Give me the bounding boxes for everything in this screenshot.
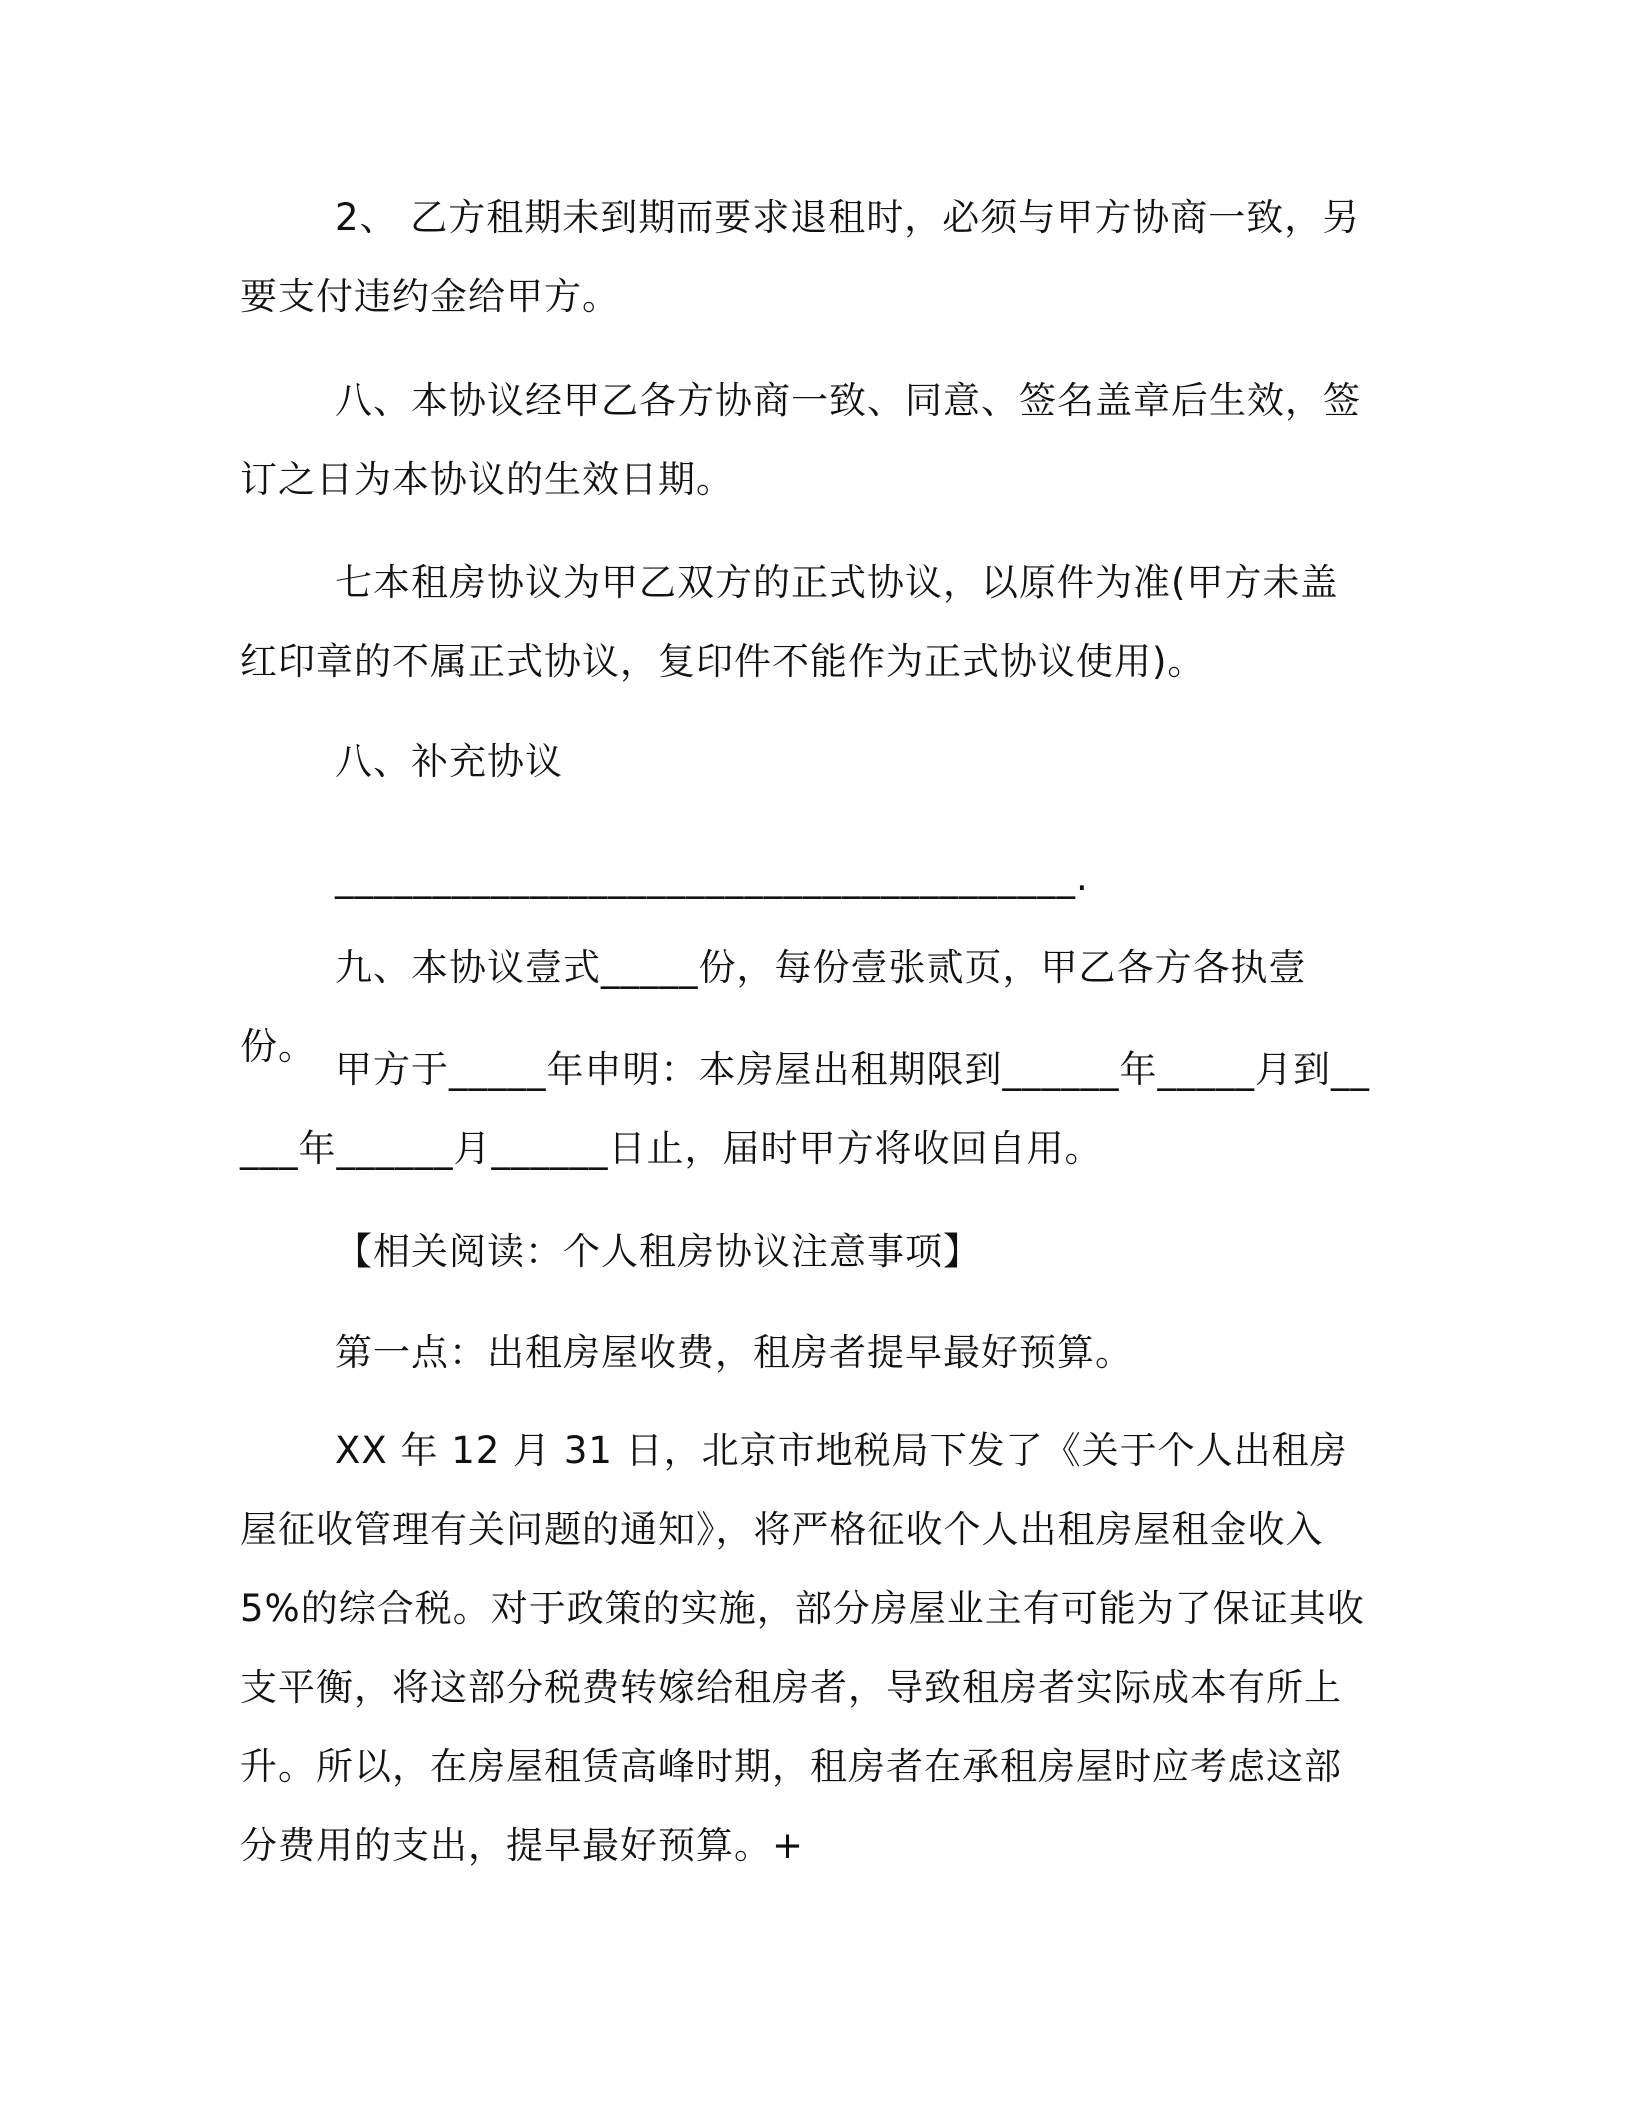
paragraph-supplement-blank: ______________________________________.: [335, 856, 1089, 899]
paragraph-original-copy: 七本租房协议为甲乙双方的正式协议，以原件为准(甲方未盖红印章的不属正式协议，复印件不能作为正式协议使用)。: [240, 561, 1339, 683]
paragraph-related-reading: 【相关阅读：个人租房协议注意事项】: [335, 1230, 981, 1273]
paragraph-supplement-heading: 八、补充协议: [335, 740, 563, 783]
paragraph-tax-notice: XX 年 12 月 31 日，北京市地税局下发了《关于个人出租房屋征收管理有关问题的通知》，将严格征收个人出租房屋租金收入 5%的综合税。对于政策的实施，部分房屋业主有可能为了保证其收支平衡，将这部分税费转嫁给租房者，导致租房者实际成本有所上升。所以，在房屋租赁高峰时期，租房者在承租房屋时应考虑这部分费用的支出，提早最好预算。+: [240, 1429, 1365, 1867]
paragraph-early-termination: 2、 乙方租期未到期而要求退租时，必须与甲方协商一致，另要支付违约金给甲方。: [240, 196, 1361, 318]
paragraph-point-one: 第一点：出租房屋收费，租房者提早最好预算。: [335, 1331, 1133, 1374]
paragraph-copies: 九、本协议壹式_____份，每份壹张贰页，甲乙各方各执壹份。: [240, 946, 1307, 1068]
paragraph-effective-date: 八、本协议经甲乙各方协商一致、同意、签名盖章后生效，签订之日为本协议的生效日期。: [240, 379, 1361, 501]
paragraph-lease-term-statement: 甲方于_____年申明：本房屋出租期限到______年_____月到_____年______月______日止，届时甲方将收回自用。: [240, 1048, 1370, 1170]
